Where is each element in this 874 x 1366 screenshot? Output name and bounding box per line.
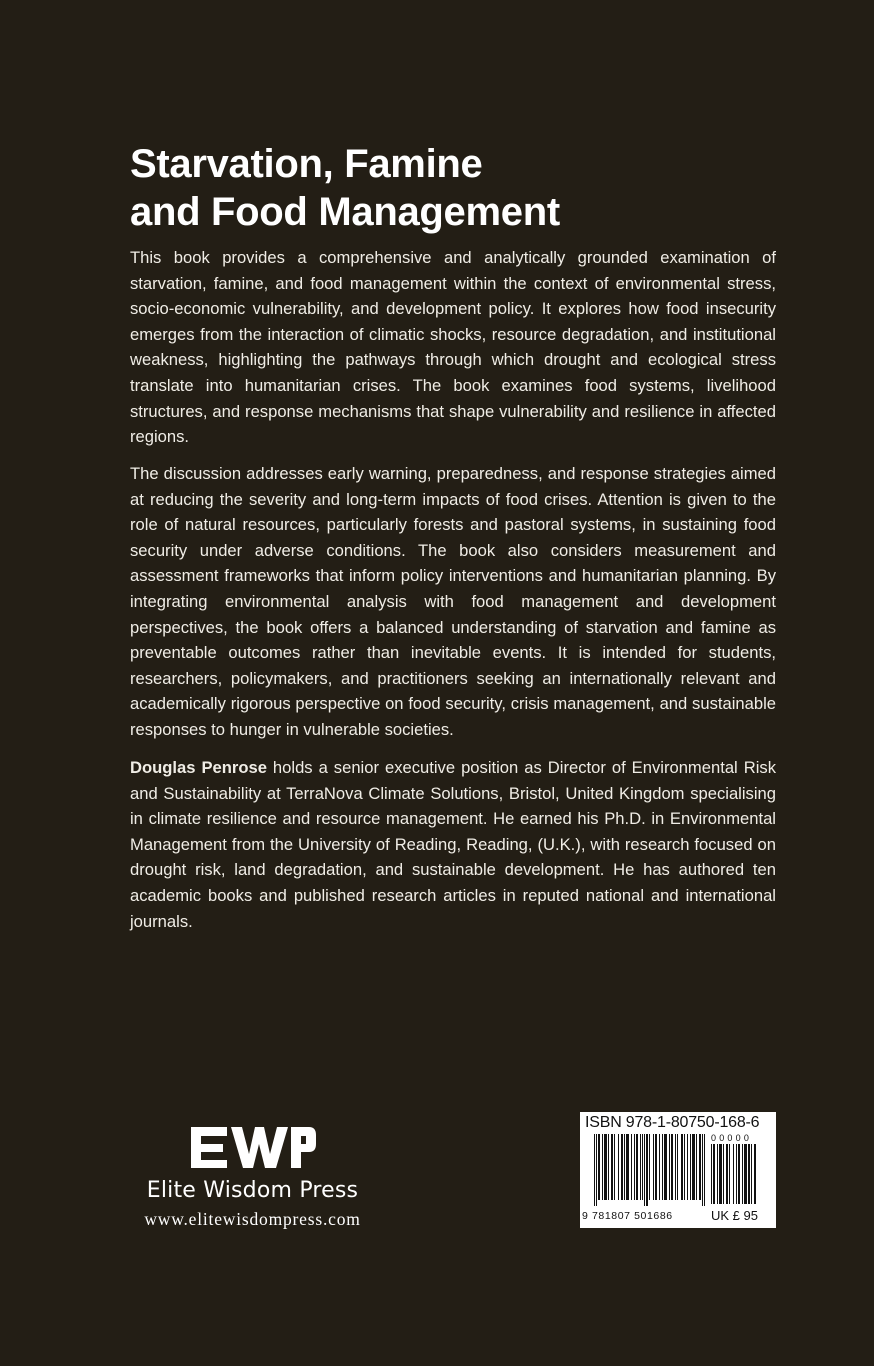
barcode-bar <box>653 1134 654 1200</box>
book-title-line-2: and Food Management <box>130 190 560 234</box>
barcode-bar <box>751 1144 752 1204</box>
barcode-bar <box>687 1134 688 1200</box>
barcode-bar <box>681 1134 683 1200</box>
book-title <box>130 140 770 236</box>
barcode-bar <box>699 1134 701 1200</box>
barcode-bar <box>634 1134 635 1200</box>
barcode-bar <box>690 1134 691 1200</box>
barcode-bar <box>614 1134 615 1200</box>
barcode-bar <box>692 1134 695 1200</box>
barcode-bar <box>742 1144 743 1204</box>
book-title-line-1: Starvation, Famine <box>130 142 483 186</box>
barcode-bar <box>677 1134 678 1200</box>
ean-barcode-bars <box>594 1134 706 1208</box>
barcode-bar <box>704 1134 705 1206</box>
barcode-bar <box>711 1144 712 1204</box>
barcode-bar <box>738 1144 740 1204</box>
barcode-bar <box>624 1134 625 1200</box>
barcode-bar <box>655 1134 657 1200</box>
ean-digits: 9 781807 501686 <box>582 1210 673 1222</box>
author-bio <box>130 755 776 934</box>
ewp-logo-icon <box>189 1124 317 1170</box>
blurb-paragraph-1: This book provides a comprehensive and analytically grounded examination of starvation, famine, and food management within the context of environmental stress, socio-economic vulnerability, and development policy. It explores how food insecurity emerges from the interaction of climatic shocks, resource degradation, and institutional weakness, highlighting the pathways through which drought and ecological stress translate into humanitarian crises. The book examines food systems, livelihood structures, and response mechanisms that shape vulnerability and resilience in affected regions. <box>130 248 776 447</box>
isbn-barcode <box>580 1112 776 1228</box>
barcode-bar <box>669 1134 670 1200</box>
barcode-bar <box>723 1144 724 1204</box>
publisher-url: www.elitewisdompress.com <box>144 1209 361 1229</box>
barcode-bar <box>659 1134 660 1200</box>
barcode-bar <box>602 1134 603 1200</box>
barcode-bar <box>621 1134 623 1200</box>
barcode-bar <box>736 1144 737 1204</box>
barcode-bar <box>640 1134 641 1200</box>
barcode-bar <box>726 1144 728 1204</box>
publisher-logo <box>130 1124 375 1230</box>
barcode-bar <box>744 1144 747 1204</box>
barcode-bar <box>636 1134 638 1200</box>
barcode-bar <box>649 1134 650 1200</box>
price-label: UK £ 95 <box>711 1208 758 1223</box>
barcode-bar <box>733 1144 734 1204</box>
barcode-bar <box>618 1134 619 1200</box>
barcode-bar <box>662 1134 663 1200</box>
barcode-bar <box>608 1134 609 1200</box>
barcode-bar <box>626 1134 629 1200</box>
publisher-name: Elite Wisdom Press <box>146 1178 359 1203</box>
barcode-bar <box>696 1134 697 1200</box>
barcode-bar <box>631 1134 632 1200</box>
barcode-bar <box>604 1134 607 1200</box>
barcode-bar <box>596 1134 597 1206</box>
addon-barcode-bars <box>711 1144 761 1208</box>
barcode-bar <box>713 1144 715 1204</box>
barcode-bar <box>642 1134 643 1200</box>
barcode-bar <box>717 1144 718 1204</box>
barcode-bar <box>664 1134 667 1200</box>
barcode-bar <box>702 1134 703 1206</box>
blurb-paragraph-2: The discussion addresses early warning, preparedness, and response strategies aimed at reducing the severity and long-term impacts of food crises. Attention is given to the role of natural resources, particularly forests and pastoral systems, in sustaining food security under adverse conditions. The book also considers measurement and assessment frameworks that inform policy interventions and humanitarian planning. By integrating environmental analysis with food management and development perspectives, the book offers a balanced understanding of starvation and famine as preventable outcomes rather than inevitable events. It is intended for students, researchers, policymakers, and practitioners seeking an internationally relevant and academically rigorous perspective on food security, crisis management, and sustainable responses to hunger in vulnerable societies. <box>130 464 776 739</box>
barcode-bar <box>671 1134 673 1200</box>
barcode-bar <box>644 1134 645 1206</box>
barcode-bar <box>684 1134 685 1200</box>
barcode-bar <box>611 1134 613 1200</box>
barcode-bar <box>748 1144 750 1204</box>
barcode-bar <box>598 1134 600 1200</box>
addon-digits: 00000 <box>711 1133 753 1143</box>
barcode-bar <box>719 1144 722 1204</box>
barcode-bar <box>646 1134 648 1206</box>
isbn-number: ISBN 978-1-80750-168-6 <box>585 1114 760 1131</box>
barcode-bar <box>675 1134 676 1200</box>
barcode-bar <box>594 1134 595 1206</box>
barcode-bar <box>729 1144 730 1204</box>
author-bio-text: holds a senior executive position as Director of Environmental Risk and Sustainability at TerraNova Climate Solutions, Bristol, United Kingdom specialising in climate resilience and resource management. He earned his Ph.D. in Environmental Management from the University of Reading, Reading, (U.K.), with research focused on drought risk, land degradation, and sustainable development. He has authored ten academic books and published research articles in reputed national and international journals. <box>130 758 776 931</box>
barcode-bar <box>754 1144 756 1204</box>
author-name: Douglas Penrose <box>130 758 267 777</box>
